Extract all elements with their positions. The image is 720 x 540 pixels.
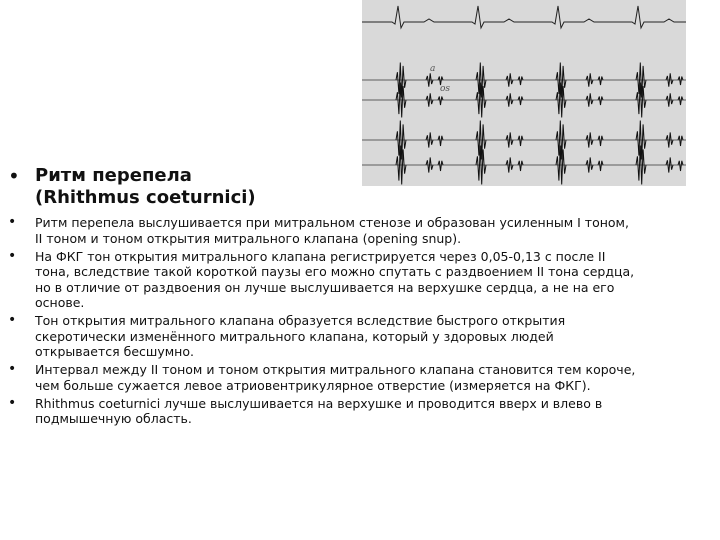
- list-item: [8, 396, 638, 427]
- list-item-text: Тон открытия митрального клапана образуется вследствие быстрого открытия скеротически изменённого митрального клапана, который у здоровых людей открывается бесшумно.: [35, 313, 566, 359]
- list-item: [8, 215, 638, 246]
- title-line-1: Ритм перепела: [35, 165, 192, 186]
- list-item-text: Интервал между II тоном и тоном открытия митрального клапана становится тем короче, чем больше сужается левое атриовентрикулярное отверстие (измеряется на ФКГ).: [35, 362, 636, 393]
- list-bullet: •: [8, 214, 17, 230]
- list-item-text: Rhithmus coeturnici лучше выслушивается на верхушке и проводится вверх и влево в подмышечную область.: [35, 395, 603, 426]
- list-bullet: •: [8, 247, 17, 264]
- trace-label-os: os: [440, 84, 451, 94]
- phonocardiogram-traces: [362, 0, 686, 186]
- list-bullet: •: [8, 361, 17, 377]
- list-item: [8, 362, 638, 393]
- phonocardiogram-figure: [362, 0, 686, 186]
- list-bullet: •: [8, 312, 17, 328]
- bullet-list: [8, 215, 638, 429]
- list-bullet: •: [8, 394, 17, 411]
- trace-label-a: a: [430, 64, 436, 74]
- list-item-text: Ритм перепела выслушивается при митральном стенозе и образован усиленным I тоном, II тоном и тоном открытия митрального клапана (opening snup).: [35, 215, 629, 246]
- title-bullet: •: [8, 164, 20, 188]
- list-item-text: На ФКГ тон открытия митрального клапана регистрируется через 0,05-0,13 с после II тона, вследствие такой короткой паузы его можно спутать с раздвоением II тона сердца, но в отличие от раздвоения он лучше выслушивается на верхушке сердца, а не на его основе.: [35, 248, 635, 310]
- list-item: [8, 249, 638, 311]
- title-line-2: (Rhithmus coeturnici): [35, 187, 256, 208]
- list-item: [8, 313, 638, 360]
